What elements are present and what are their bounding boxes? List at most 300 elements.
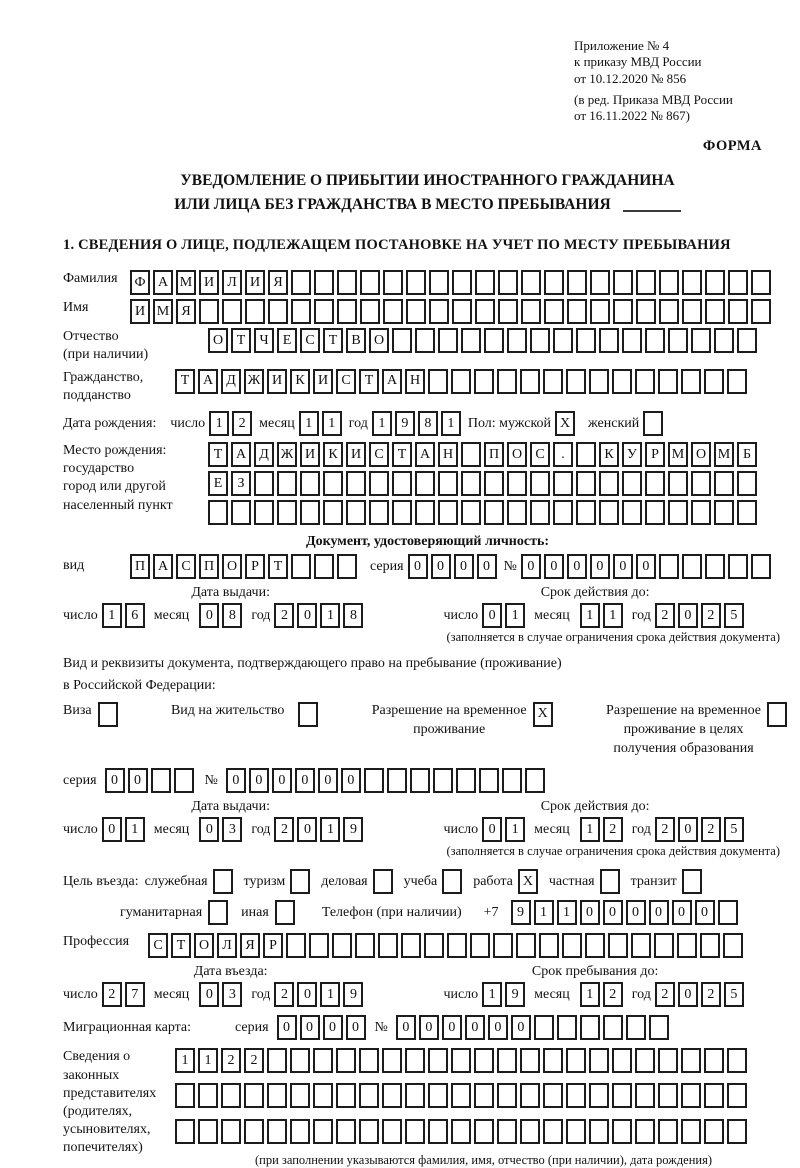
char-cell[interactable] — [613, 270, 633, 295]
char-cell[interactable] — [659, 270, 679, 295]
char-cell[interactable]: Р — [245, 554, 265, 579]
char-cell[interactable]: М — [668, 442, 688, 467]
char-cell[interactable]: 0 — [672, 900, 692, 925]
char-cell[interactable] — [387, 768, 407, 793]
char-cell[interactable]: 9 — [505, 982, 525, 1007]
char-cell[interactable] — [392, 500, 412, 525]
char-cell[interactable]: 0 — [454, 554, 474, 579]
char-cell[interactable] — [635, 1083, 655, 1108]
char-cell[interactable]: С — [148, 933, 168, 958]
char-cell[interactable]: О — [222, 554, 242, 579]
char-cell[interactable] — [589, 369, 609, 394]
char-cell[interactable]: 8 — [222, 603, 242, 628]
char-cell[interactable]: М — [176, 270, 196, 295]
char-cell[interactable] — [539, 933, 559, 958]
char-cell[interactable] — [567, 270, 587, 295]
char-cell[interactable] — [244, 1083, 264, 1108]
char-cell[interactable] — [498, 270, 518, 295]
char-cell[interactable]: 9 — [395, 411, 415, 436]
char-cell[interactable] — [525, 768, 545, 793]
char-cell[interactable]: 0 — [442, 1015, 462, 1040]
char-cell[interactable] — [336, 1083, 356, 1108]
char-cell[interactable] — [475, 299, 495, 324]
char-cell[interactable] — [553, 471, 573, 496]
char-cell[interactable]: А — [231, 442, 251, 467]
char-cell[interactable] — [277, 471, 297, 496]
char-cell[interactable] — [727, 1083, 747, 1108]
checkbox-cell[interactable] — [98, 702, 118, 727]
char-cell[interactable]: 0 — [626, 900, 646, 925]
checkbox-cell[interactable] — [373, 869, 393, 894]
char-cell[interactable]: К — [599, 442, 619, 467]
char-cell[interactable] — [410, 768, 430, 793]
char-cell[interactable]: Я — [176, 299, 196, 324]
char-cell[interactable] — [314, 299, 334, 324]
char-cell[interactable]: К — [323, 442, 343, 467]
char-cell[interactable] — [198, 1083, 218, 1108]
char-cell[interactable] — [267, 1083, 287, 1108]
char-cell[interactable] — [576, 442, 596, 467]
char-cell[interactable] — [534, 1015, 554, 1040]
char-cell[interactable] — [714, 328, 734, 353]
char-cell[interactable] — [461, 471, 481, 496]
char-cell[interactable] — [461, 328, 481, 353]
char-cell[interactable]: 0 — [431, 554, 451, 579]
char-cell[interactable] — [309, 933, 329, 958]
char-cell[interactable]: 0 — [477, 554, 497, 579]
char-cell[interactable] — [359, 1119, 379, 1144]
char-cell[interactable]: 5 — [724, 603, 744, 628]
char-cell[interactable] — [346, 471, 366, 496]
char-cell[interactable]: Ф — [130, 270, 150, 295]
char-cell[interactable] — [576, 328, 596, 353]
char-cell[interactable] — [543, 369, 563, 394]
char-cell[interactable] — [658, 1119, 678, 1144]
char-cell[interactable] — [553, 328, 573, 353]
char-cell[interactable]: 1 — [580, 603, 600, 628]
char-cell[interactable]: 2 — [221, 1048, 241, 1073]
char-cell[interactable]: 2 — [603, 817, 623, 842]
char-cell[interactable]: Т — [171, 933, 191, 958]
char-cell[interactable] — [543, 1119, 563, 1144]
char-cell[interactable]: 0 — [465, 1015, 485, 1040]
char-cell[interactable]: 8 — [343, 603, 363, 628]
char-cell[interactable] — [438, 328, 458, 353]
char-cell[interactable]: 0 — [567, 554, 587, 579]
char-cell[interactable]: Ч — [254, 328, 274, 353]
char-cell[interactable] — [174, 768, 194, 793]
char-cell[interactable] — [727, 1048, 747, 1073]
char-cell[interactable]: С — [530, 442, 550, 467]
char-cell[interactable] — [415, 500, 435, 525]
char-cell[interactable]: И — [245, 270, 265, 295]
checkbox-cell[interactable] — [298, 702, 318, 727]
char-cell[interactable]: П — [130, 554, 150, 579]
char-cell[interactable] — [360, 270, 380, 295]
char-cell[interactable] — [631, 933, 651, 958]
char-cell[interactable] — [718, 900, 738, 925]
char-cell[interactable] — [199, 299, 219, 324]
char-cell[interactable]: В — [346, 328, 366, 353]
char-cell[interactable]: 0 — [297, 982, 317, 1007]
char-cell[interactable]: 2 — [655, 603, 675, 628]
char-cell[interactable]: 0 — [341, 768, 361, 793]
char-cell[interactable] — [497, 1048, 517, 1073]
char-cell[interactable]: 0 — [482, 817, 502, 842]
char-cell[interactable] — [654, 933, 674, 958]
char-cell[interactable] — [576, 471, 596, 496]
char-cell[interactable] — [520, 369, 540, 394]
char-cell[interactable] — [382, 1083, 402, 1108]
char-cell[interactable] — [267, 1119, 287, 1144]
char-cell[interactable]: Т — [392, 442, 412, 467]
char-cell[interactable]: 0 — [295, 768, 315, 793]
char-cell[interactable] — [751, 270, 771, 295]
char-cell[interactable] — [668, 500, 688, 525]
char-cell[interactable] — [429, 299, 449, 324]
char-cell[interactable]: 1 — [603, 603, 623, 628]
char-cell[interactable] — [622, 471, 642, 496]
char-cell[interactable] — [337, 270, 357, 295]
char-cell[interactable]: О — [369, 328, 389, 353]
char-cell[interactable] — [751, 299, 771, 324]
char-cell[interactable]: 1 — [372, 411, 392, 436]
char-cell[interactable]: А — [153, 270, 173, 295]
char-cell[interactable] — [221, 1083, 241, 1108]
char-cell[interactable] — [360, 299, 380, 324]
char-cell[interactable] — [290, 1048, 310, 1073]
char-cell[interactable]: 0 — [199, 982, 219, 1007]
char-cell[interactable] — [313, 1083, 333, 1108]
char-cell[interactable] — [383, 299, 403, 324]
char-cell[interactable] — [451, 369, 471, 394]
char-cell[interactable] — [681, 369, 701, 394]
char-cell[interactable] — [612, 1083, 632, 1108]
char-cell[interactable] — [336, 1119, 356, 1144]
char-cell[interactable]: 8 — [418, 411, 438, 436]
char-cell[interactable] — [438, 500, 458, 525]
char-cell[interactable]: М — [714, 442, 734, 467]
char-cell[interactable] — [714, 500, 734, 525]
char-cell[interactable] — [493, 933, 513, 958]
char-cell[interactable] — [751, 554, 771, 579]
char-cell[interactable]: 0 — [300, 1015, 320, 1040]
char-cell[interactable] — [728, 299, 748, 324]
char-cell[interactable] — [589, 1083, 609, 1108]
char-cell[interactable] — [198, 1119, 218, 1144]
char-cell[interactable] — [635, 1048, 655, 1073]
char-cell[interactable] — [290, 1119, 310, 1144]
char-cell[interactable] — [700, 933, 720, 958]
char-cell[interactable]: И — [199, 270, 219, 295]
char-cell[interactable] — [277, 500, 297, 525]
char-cell[interactable] — [291, 270, 311, 295]
char-cell[interactable] — [737, 471, 757, 496]
char-cell[interactable]: 0 — [580, 900, 600, 925]
char-cell[interactable] — [452, 299, 472, 324]
checkbox-cell[interactable] — [643, 411, 663, 436]
char-cell[interactable]: Е — [208, 471, 228, 496]
char-cell[interactable] — [557, 1015, 577, 1040]
char-cell[interactable] — [704, 1119, 724, 1144]
char-cell[interactable] — [682, 270, 702, 295]
char-cell[interactable]: И — [300, 442, 320, 467]
char-cell[interactable]: 2 — [232, 411, 252, 436]
char-cell[interactable]: 1 — [441, 411, 461, 436]
char-cell[interactable] — [451, 1083, 471, 1108]
char-cell[interactable]: 1 — [482, 982, 502, 1007]
char-cell[interactable]: П — [484, 442, 504, 467]
char-cell[interactable]: А — [415, 442, 435, 467]
char-cell[interactable] — [291, 299, 311, 324]
char-cell[interactable] — [681, 1083, 701, 1108]
char-cell[interactable] — [544, 270, 564, 295]
char-cell[interactable] — [231, 500, 251, 525]
char-cell[interactable]: С — [300, 328, 320, 353]
char-cell[interactable]: 1 — [322, 411, 342, 436]
char-cell[interactable]: 0 — [199, 603, 219, 628]
char-cell[interactable] — [704, 1048, 724, 1073]
char-cell[interactable] — [175, 1083, 195, 1108]
char-cell[interactable]: 2 — [655, 817, 675, 842]
char-cell[interactable]: Р — [263, 933, 283, 958]
char-cell[interactable] — [359, 1048, 379, 1073]
char-cell[interactable]: 0 — [613, 554, 633, 579]
char-cell[interactable] — [543, 1048, 563, 1073]
char-cell[interactable] — [336, 1048, 356, 1073]
char-cell[interactable]: 0 — [272, 768, 292, 793]
char-cell[interactable]: 7 — [125, 982, 145, 1007]
char-cell[interactable] — [622, 500, 642, 525]
char-cell[interactable] — [498, 299, 518, 324]
char-cell[interactable]: 2 — [244, 1048, 264, 1073]
char-cell[interactable] — [300, 500, 320, 525]
char-cell[interactable]: 2 — [274, 982, 294, 1007]
char-cell[interactable] — [392, 328, 412, 353]
char-cell[interactable]: 0 — [297, 603, 317, 628]
checkbox-cell[interactable] — [275, 900, 295, 925]
char-cell[interactable] — [566, 1083, 586, 1108]
char-cell[interactable]: 1 — [299, 411, 319, 436]
char-cell[interactable]: М — [153, 299, 173, 324]
char-cell[interactable]: О — [507, 442, 527, 467]
char-cell[interactable]: 0 — [482, 603, 502, 628]
char-cell[interactable]: 1 — [198, 1048, 218, 1073]
char-cell[interactable]: 0 — [408, 554, 428, 579]
char-cell[interactable]: П — [199, 554, 219, 579]
char-cell[interactable] — [461, 500, 481, 525]
char-cell[interactable] — [599, 500, 619, 525]
char-cell[interactable] — [447, 933, 467, 958]
char-cell[interactable] — [566, 1119, 586, 1144]
char-cell[interactable]: 2 — [701, 817, 721, 842]
char-cell[interactable] — [208, 500, 228, 525]
char-cell[interactable] — [645, 328, 665, 353]
checkbox-cell[interactable] — [600, 869, 620, 894]
char-cell[interactable] — [429, 270, 449, 295]
char-cell[interactable] — [645, 500, 665, 525]
char-cell[interactable] — [659, 554, 679, 579]
char-cell[interactable] — [507, 471, 527, 496]
char-cell[interactable]: 0 — [649, 900, 669, 925]
char-cell[interactable] — [507, 500, 527, 525]
char-cell[interactable] — [728, 554, 748, 579]
char-cell[interactable]: 0 — [346, 1015, 366, 1040]
char-cell[interactable] — [355, 933, 375, 958]
char-cell[interactable] — [516, 933, 536, 958]
char-cell[interactable] — [378, 933, 398, 958]
char-cell[interactable] — [705, 270, 725, 295]
char-cell[interactable] — [649, 1015, 669, 1040]
char-cell[interactable]: 0 — [678, 982, 698, 1007]
char-cell[interactable]: А — [382, 369, 402, 394]
char-cell[interactable] — [415, 328, 435, 353]
char-cell[interactable]: 0 — [102, 817, 122, 842]
char-cell[interactable] — [475, 270, 495, 295]
char-cell[interactable]: Д — [254, 442, 274, 467]
char-cell[interactable] — [401, 933, 421, 958]
char-cell[interactable]: И — [267, 369, 287, 394]
char-cell[interactable]: 0 — [199, 817, 219, 842]
char-cell[interactable] — [603, 1015, 623, 1040]
char-cell[interactable]: 1 — [125, 817, 145, 842]
char-cell[interactable] — [636, 299, 656, 324]
char-cell[interactable] — [599, 328, 619, 353]
char-cell[interactable]: 1 — [505, 817, 525, 842]
char-cell[interactable] — [267, 1048, 287, 1073]
char-cell[interactable]: О — [691, 442, 711, 467]
checkbox-cell[interactable] — [682, 869, 702, 894]
char-cell[interactable]: 0 — [511, 1015, 531, 1040]
char-cell[interactable] — [254, 471, 274, 496]
char-cell[interactable] — [268, 299, 288, 324]
char-cell[interactable] — [737, 328, 757, 353]
char-cell[interactable] — [323, 471, 343, 496]
char-cell[interactable] — [337, 299, 357, 324]
char-cell[interactable]: 0 — [678, 603, 698, 628]
char-cell[interactable] — [626, 1015, 646, 1040]
char-cell[interactable] — [428, 1083, 448, 1108]
char-cell[interactable] — [484, 471, 504, 496]
char-cell[interactable] — [613, 299, 633, 324]
char-cell[interactable]: 1 — [580, 982, 600, 1007]
char-cell[interactable] — [474, 369, 494, 394]
char-cell[interactable]: 0 — [636, 554, 656, 579]
char-cell[interactable] — [705, 554, 725, 579]
char-cell[interactable]: Л — [222, 270, 242, 295]
char-cell[interactable]: 2 — [701, 982, 721, 1007]
char-cell[interactable]: 0 — [544, 554, 564, 579]
char-cell[interactable]: 0 — [128, 768, 148, 793]
char-cell[interactable] — [332, 933, 352, 958]
char-cell[interactable]: 0 — [105, 768, 125, 793]
char-cell[interactable]: 0 — [249, 768, 269, 793]
char-cell[interactable] — [727, 369, 747, 394]
char-cell[interactable]: 1 — [534, 900, 554, 925]
char-cell[interactable]: С — [336, 369, 356, 394]
char-cell[interactable]: 1 — [175, 1048, 195, 1073]
char-cell[interactable]: Я — [240, 933, 260, 958]
char-cell[interactable]: Т — [208, 442, 228, 467]
char-cell[interactable]: Н — [405, 369, 425, 394]
char-cell[interactable] — [406, 299, 426, 324]
char-cell[interactable] — [405, 1048, 425, 1073]
char-cell[interactable] — [682, 299, 702, 324]
char-cell[interactable]: 3 — [222, 982, 242, 1007]
char-cell[interactable] — [470, 933, 490, 958]
char-cell[interactable] — [221, 1119, 241, 1144]
char-cell[interactable]: 0 — [226, 768, 246, 793]
char-cell[interactable] — [723, 933, 743, 958]
char-cell[interactable]: Т — [359, 369, 379, 394]
char-cell[interactable] — [658, 1048, 678, 1073]
char-cell[interactable] — [359, 1083, 379, 1108]
char-cell[interactable]: 0 — [297, 817, 317, 842]
char-cell[interactable]: 1 — [320, 817, 340, 842]
char-cell[interactable] — [530, 471, 550, 496]
char-cell[interactable]: Я — [268, 270, 288, 295]
char-cell[interactable] — [567, 299, 587, 324]
char-cell[interactable]: 1 — [580, 817, 600, 842]
char-cell[interactable]: 9 — [511, 900, 531, 925]
char-cell[interactable] — [497, 1119, 517, 1144]
char-cell[interactable] — [497, 1083, 517, 1108]
char-cell[interactable] — [520, 1083, 540, 1108]
char-cell[interactable]: 0 — [695, 900, 715, 925]
char-cell[interactable] — [484, 328, 504, 353]
char-cell[interactable]: Р — [645, 442, 665, 467]
char-cell[interactable] — [658, 1083, 678, 1108]
char-cell[interactable]: И — [130, 299, 150, 324]
char-cell[interactable]: 0 — [323, 1015, 343, 1040]
char-cell[interactable]: Т — [175, 369, 195, 394]
char-cell[interactable] — [346, 500, 366, 525]
char-cell[interactable] — [677, 933, 697, 958]
char-cell[interactable] — [461, 442, 481, 467]
char-cell[interactable] — [590, 270, 610, 295]
char-cell[interactable]: 2 — [102, 982, 122, 1007]
char-cell[interactable] — [433, 768, 453, 793]
char-cell[interactable] — [590, 299, 610, 324]
char-cell[interactable] — [691, 500, 711, 525]
char-cell[interactable]: У — [622, 442, 642, 467]
char-cell[interactable] — [668, 471, 688, 496]
char-cell[interactable]: Ж — [277, 442, 297, 467]
char-cell[interactable] — [484, 500, 504, 525]
char-cell[interactable]: А — [198, 369, 218, 394]
char-cell[interactable] — [405, 1083, 425, 1108]
char-cell[interactable] — [520, 1119, 540, 1144]
char-cell[interactable] — [438, 471, 458, 496]
char-cell[interactable] — [530, 328, 550, 353]
char-cell[interactable]: Д — [221, 369, 241, 394]
char-cell[interactable] — [479, 768, 499, 793]
char-cell[interactable] — [520, 1048, 540, 1073]
char-cell[interactable] — [314, 554, 334, 579]
char-cell[interactable]: 0 — [318, 768, 338, 793]
char-cell[interactable] — [727, 1119, 747, 1144]
char-cell[interactable] — [636, 270, 656, 295]
char-cell[interactable] — [530, 500, 550, 525]
char-cell[interactable]: 2 — [655, 982, 675, 1007]
char-cell[interactable]: О — [208, 328, 228, 353]
char-cell[interactable]: О — [194, 933, 214, 958]
char-cell[interactable]: 2 — [701, 603, 721, 628]
char-cell[interactable] — [645, 471, 665, 496]
char-cell[interactable] — [659, 299, 679, 324]
char-cell[interactable] — [405, 1119, 425, 1144]
char-cell[interactable] — [392, 471, 412, 496]
